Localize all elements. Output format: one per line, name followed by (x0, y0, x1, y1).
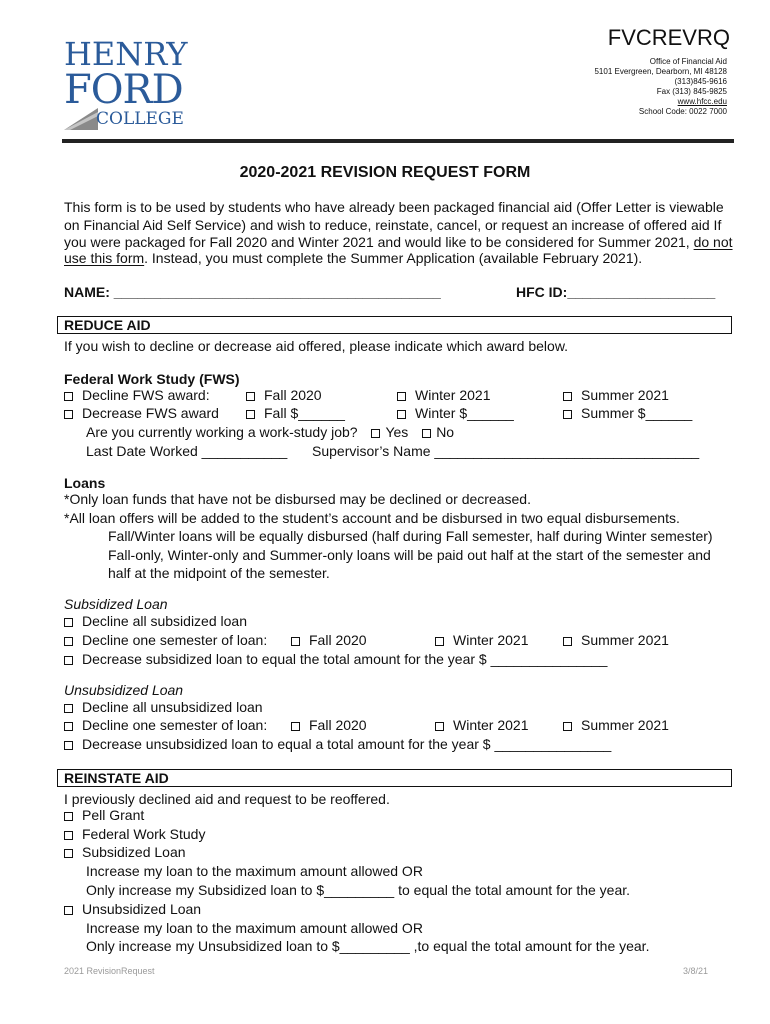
subsidized-summer-label: Summer 2021 (581, 632, 669, 648)
checkbox-icon[interactable] (291, 722, 300, 731)
fws-last-date-field[interactable]: Last Date Worked ___________ (86, 443, 288, 459)
intro-line-4 (64, 249, 642, 267)
school-code: School Code: 0022 7000 (638, 107, 727, 116)
unsubsidized-decline-all-label: Decline all unsubsidized loan (82, 699, 263, 715)
reinstate-sub-max: Increase my loan to the maximum amount allowed OR (86, 863, 423, 879)
checkbox-icon[interactable] (291, 637, 300, 646)
reduce-aid-header (57, 316, 732, 334)
checkbox-icon[interactable] (563, 637, 572, 646)
unsubsidized-decline-one-option[interactable] (64, 716, 267, 734)
subsidized-decline-one-option[interactable] (64, 631, 267, 649)
fws-supervisor-field[interactable]: Supervisor’s Name __________________________________ (312, 443, 700, 459)
reinstate-sub-option[interactable] (64, 843, 186, 861)
office-website-link[interactable]: www.hfcc.edu (677, 97, 727, 106)
fws-fall-label: Fall 2020 (264, 387, 322, 403)
subsidized-fall-option[interactable] (291, 631, 367, 649)
checkbox-icon[interactable] (64, 656, 73, 665)
reinstate-sub-only-field[interactable]: Only increase my Subsidized loan to $_________ to equal the total amount for the year. (86, 882, 631, 898)
unsubsidized-heading: Unsubsidized Loan (64, 682, 184, 698)
subsidized-decrease-label: Decrease subsidized loan to equal the total amount for the year $ _______________ (82, 651, 608, 667)
unsubsidized-decrease-option[interactable] (64, 735, 611, 753)
subsidized-fall-label: Fall 2020 (309, 632, 367, 648)
fws-fall-amount-option[interactable] (246, 404, 345, 422)
intro-line-2: on Financial Aid Self Service) and wish to reduce, reinstate, cancel, or request an increase of offered aid If (64, 217, 722, 233)
office-fax: Fax (313) 845-9825 (656, 87, 727, 96)
subsidized-summer-option[interactable] (563, 631, 669, 649)
fws-winter-label: Winter 2021 (415, 387, 491, 403)
fws-summer-option[interactable] (563, 386, 669, 404)
form-code: FVCREVRQ (607, 25, 730, 50)
fws-decline-award-option[interactable] (64, 386, 210, 404)
checkbox-icon[interactable] (371, 429, 380, 438)
name-field[interactable]: NAME: __________________________________________ (64, 284, 441, 300)
checkbox-icon[interactable] (64, 812, 73, 821)
footer-right: 3/8/21 (682, 966, 708, 976)
fws-winter-amount-option[interactable] (397, 404, 514, 422)
checkbox-icon[interactable] (64, 410, 73, 419)
logo-line-college: COLLEGE (96, 109, 184, 129)
page-title: 2020-2021 REVISION REQUEST FORM (239, 164, 531, 181)
loans-note-3: Fall/Winter loans will be equally disbursed (half during Fall semester, half during Winter semester) (108, 528, 713, 544)
fws-fall-amount-label: Fall $______ (264, 405, 345, 421)
loans-note-2: *All loan offers will be added to the student’s account and be disbursed in two equal disbursements. (64, 510, 680, 526)
checkbox-icon[interactable] (563, 410, 572, 419)
fws-summer-label: Summer 2021 (581, 387, 669, 403)
checkbox-icon[interactable] (64, 831, 73, 840)
fws-summer-amount-label: Summer $______ (581, 405, 693, 421)
intro-line-4-text: . Instead, you must complete the Summer Application (available February 2021). (144, 250, 643, 266)
checkbox-icon[interactable] (64, 392, 73, 401)
loans-note-5: half at the midpoint of the semester. (108, 565, 330, 581)
fws-fall-option[interactable] (246, 386, 322, 404)
reinstate-unsub-label: Unsubsidized Loan (82, 901, 202, 917)
office-name: Office of Financial Aid (649, 57, 727, 66)
office-phone: (313)845-9616 (674, 77, 727, 86)
reinstate-aid-heading: REINSTATE AID (64, 770, 169, 786)
intro-use-this-form: use this form (64, 250, 145, 266)
reinstate-intro: I previously declined aid and request to be reoffered. (64, 791, 390, 807)
subsidized-heading: Subsidized Loan (64, 596, 168, 612)
subsidized-winter-option[interactable] (435, 631, 528, 649)
subsidized-decline-all-option[interactable] (64, 612, 247, 630)
footer-left: 2021 RevisionRequest (64, 966, 155, 976)
fws-winter-amount-label: Winter $______ (415, 405, 514, 421)
logo-swoosh-graphic (64, 108, 98, 130)
checkbox-icon[interactable] (64, 618, 73, 627)
intro-line-1: This form is to be used by students who have already been packaged financial aid (Offer Letter is viewable (64, 199, 724, 215)
fws-heading: Federal Work Study (FWS) (64, 371, 240, 387)
unsubsidized-winter-option[interactable] (435, 716, 528, 734)
reduce-intro: If you wish to decline or decrease aid offered, please indicate which award below. (64, 338, 569, 354)
intro-line-3-text: you were packaged for Fall 2020 and Winter 2021 and would like to be considered for Summer 2021, (64, 234, 694, 250)
header-rule (62, 139, 734, 143)
office-address: 5101 Evergreen, Dearborn, MI 48128 (594, 67, 727, 76)
subsidized-decline-one-label: Decline one semester of loan: (82, 632, 268, 648)
loans-heading: Loans (64, 475, 106, 491)
checkbox-icon[interactable] (246, 392, 255, 401)
checkbox-icon[interactable] (64, 849, 73, 858)
unsubsidized-fall-label: Fall 2020 (309, 717, 367, 733)
reinstate-pell-option[interactable] (64, 806, 144, 824)
logo-line-henry: HENRY (64, 35, 188, 73)
loans-note-4: Fall-only, Winter-only and Summer-only loans will be paid out half at the start of the semester and (108, 547, 711, 563)
checkbox-icon[interactable] (422, 429, 431, 438)
unsubsidized-summer-option[interactable] (563, 716, 669, 734)
reduce-aid-heading: REDUCE AID (64, 317, 151, 333)
checkbox-icon[interactable] (563, 722, 572, 731)
checkbox-icon[interactable] (435, 637, 444, 646)
checkbox-icon[interactable] (397, 410, 406, 419)
reinstate-fws-option[interactable] (64, 825, 205, 843)
fws-working-question (86, 423, 454, 441)
checkbox-icon[interactable] (435, 722, 444, 731)
unsubsidized-fall-option[interactable] (291, 716, 367, 734)
reinstate-pell-label: Pell Grant (82, 807, 145, 823)
checkbox-icon[interactable] (64, 637, 73, 646)
fws-summer-amount-option[interactable] (563, 404, 692, 422)
reinstate-unsub-option[interactable] (64, 900, 201, 918)
unsubsidized-decline-one-label: Decline one semester of loan: (82, 717, 268, 733)
hfc-id-field[interactable]: HFC ID:___________________ (516, 284, 716, 300)
subsidized-decrease-option[interactable] (64, 650, 607, 668)
logo-line-ford: FORD (64, 67, 183, 113)
fws-decrease-award-option[interactable] (64, 404, 219, 422)
fws-decrease-label: Decrease FWS award (82, 405, 219, 421)
checkbox-icon[interactable] (64, 704, 73, 713)
fws-working-label: Are you currently working a work-study job? (86, 424, 358, 440)
reinstate-unsub-only-field[interactable]: Only increase my Unsubsidized loan to $_________ ,to equal the total amount for the year. (86, 938, 650, 954)
unsubsidized-summer-label: Summer 2021 (581, 717, 669, 733)
reinstate-unsub-max: Increase my loan to the maximum amount allowed OR (86, 920, 423, 936)
unsubsidized-decline-all-option[interactable] (64, 698, 263, 716)
reinstate-fws-label: Federal Work Study (82, 826, 206, 842)
loans-note-1: *Only loan funds that have not be disbursed may be declined or decreased. (64, 491, 531, 507)
reinstate-sub-label: Subsidized Loan (82, 844, 186, 860)
checkbox-icon[interactable] (563, 392, 572, 401)
checkbox-icon[interactable] (64, 741, 73, 750)
intro-do-not: do not (693, 234, 733, 250)
subsidized-decline-all-label: Decline all subsidized loan (82, 613, 247, 629)
fws-no-label: No (436, 424, 455, 440)
checkbox-icon[interactable] (397, 392, 406, 401)
unsubsidized-winter-label: Winter 2021 (453, 717, 529, 733)
checkbox-icon[interactable] (64, 722, 73, 731)
subsidized-winter-label: Winter 2021 (453, 632, 529, 648)
unsubsidized-decrease-label: Decrease unsubsidized loan to equal a total amount for the year $ _______________ (82, 736, 612, 752)
checkbox-icon[interactable] (64, 906, 73, 915)
reinstate-aid-header (57, 769, 732, 787)
fws-decline-label: Decline FWS award: (82, 387, 210, 403)
fws-yes-label: Yes (385, 424, 409, 440)
fws-winter-option[interactable] (397, 386, 490, 404)
college-logo (64, 35, 188, 130)
checkbox-icon[interactable] (246, 410, 255, 419)
